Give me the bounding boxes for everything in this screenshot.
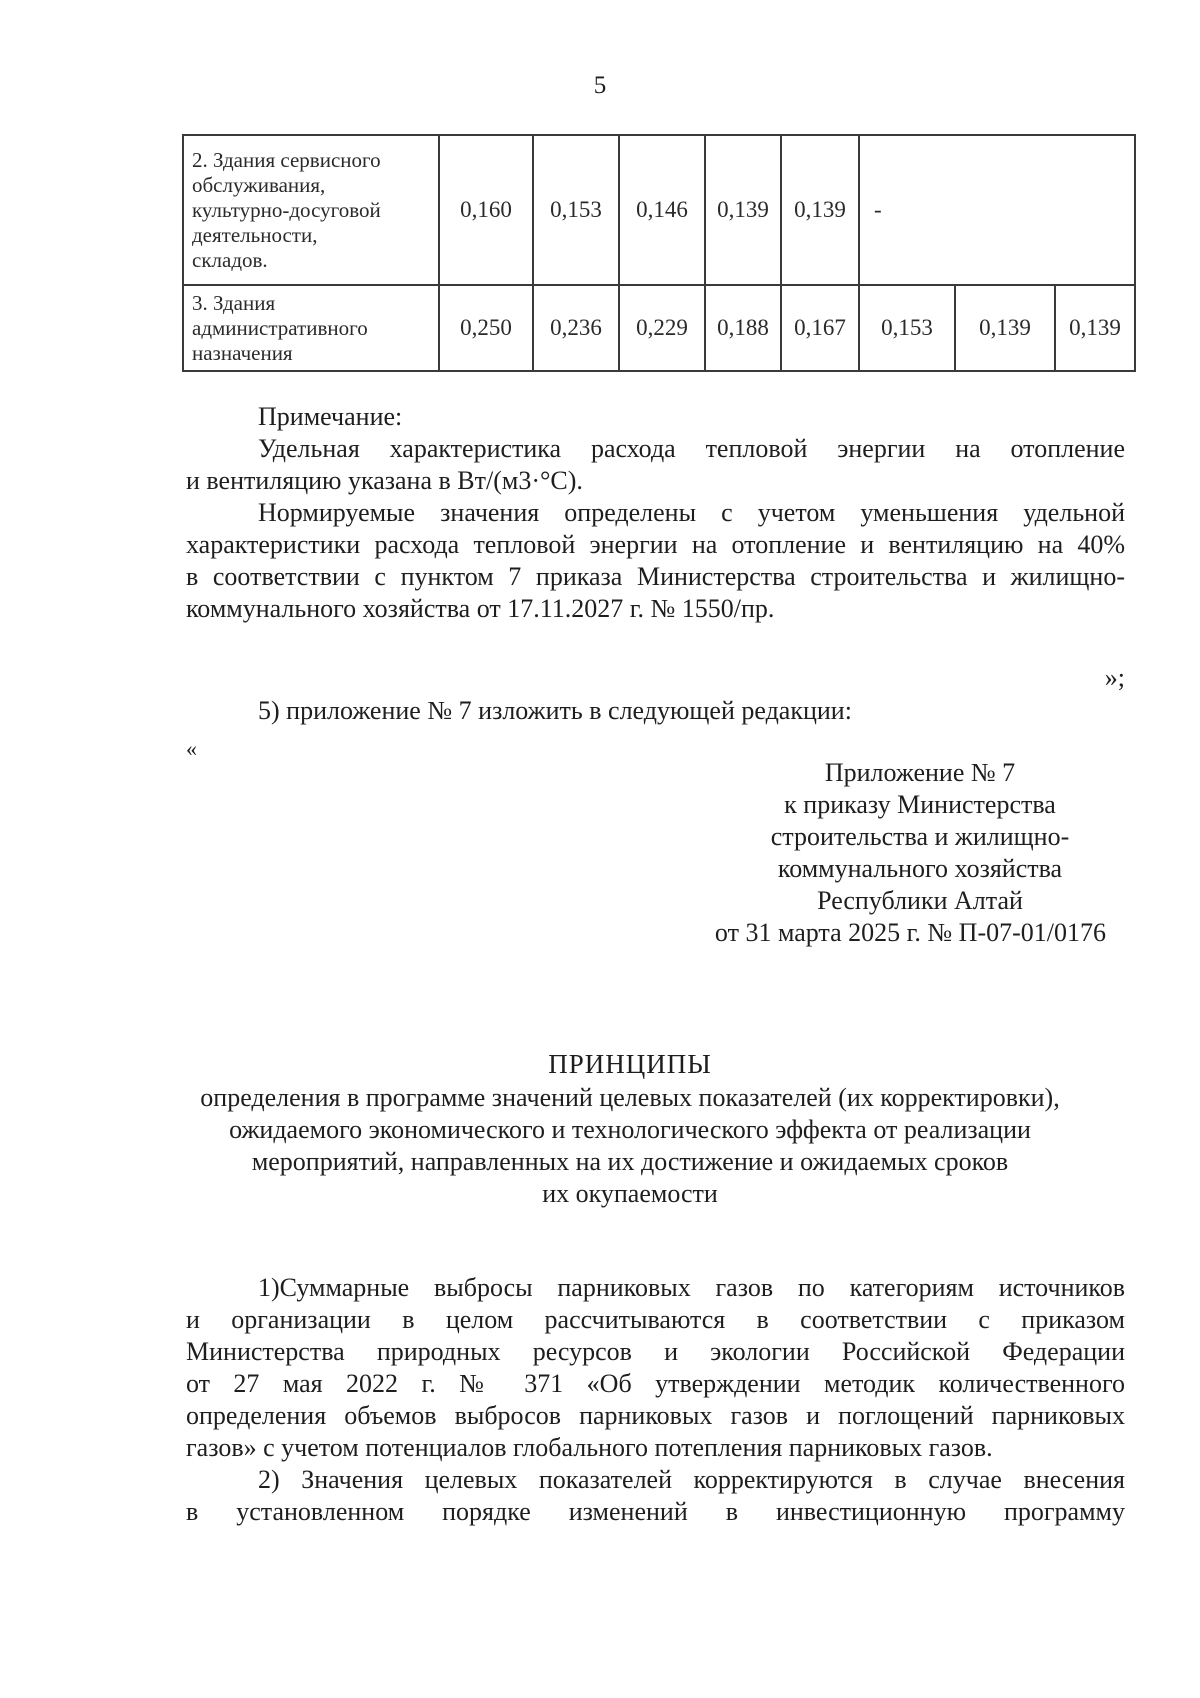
body-line: Министерства природных ресурсов и экологии Российской Федерации [186,1337,1125,1366]
value-cell: 0,153 [859,285,955,371]
note-line: коммунального хозяйства от 17.11.2027 г. № 1550/пр. [186,594,775,623]
value-cell: 0,139 [705,135,781,285]
note-heading: Примечание: [258,402,403,431]
document-title [150,1048,1110,1210]
body-line: 2) Значения целевых показателей корректируются в случае внесения [258,1465,1125,1494]
approval-line: от 31 марта 2025 г. № П-07-01/0176 [714,918,1106,947]
row-name-cell [183,285,439,371]
approval-line: Приложение № 7 [824,758,1016,787]
title-line: ожидаемого экономического и технологического эффекта от реализации [229,1115,1031,1144]
approval-line: коммунального хозяйства [777,854,1063,883]
value-cell: 0,250 [439,285,533,371]
approval-line: строительства и жилищно- [770,822,1070,851]
value-cell: 0,139 [1055,285,1135,371]
title-line: их окупаемости [542,1179,718,1208]
value-cell: 0,146 [619,135,705,285]
body-line: и организации в целом рассчитываются в соответствии с приказом [186,1305,1125,1334]
value-cell: 0,139 [781,135,859,285]
row-name-line: деятельности, [192,222,318,247]
note-line: характеристики расхода тепловой энергии на отопление и вентиляцию на 40% [186,530,1125,559]
table-row [183,285,1135,371]
note-line: в соответствии с пунктом 7 приказа Министерства строительства и жилищно- [186,562,1125,591]
row-name-line: складов. [192,247,268,272]
page-number: 5 [593,72,607,99]
table-row [183,135,1135,285]
value-cell: 0,229 [619,285,705,371]
title-heading: ПРИНЦИПЫ [548,1049,712,1079]
note-line: Удельная характеристика расхода тепловой энергии на отопление [258,434,1125,463]
value-cell: 0,167 [781,285,859,371]
body-line: 1)Суммарные выбросы парниковых газов по категориям источников [258,1273,1125,1302]
note-block [186,401,1125,625]
body-line: газов» с учетом потенциалов глобального потепления парниковых газов. [186,1433,993,1462]
row-name-line: назначения [192,340,293,365]
approval-block [660,757,1180,949]
title-line: определения в программе значений целевых показателей (их корректировки), [200,1083,1060,1112]
merged-dash-cell: - [859,135,1135,285]
body-text [186,1272,1125,1528]
body-line: определения объемов выбросов парниковых газов и поглощений парниковых [186,1401,1125,1430]
row-name-line: обслуживания, [192,172,326,197]
closing-quote: »; [1104,663,1125,692]
title-line: мероприятий, направленных на их достижение и ожидаемых сроков [251,1147,1009,1176]
row-name-line: административного [192,315,368,340]
note-line: Нормируемые значения определены с учетом уменьшения удельной [258,498,1125,527]
approval-line: к приказу Министерства [784,790,1056,819]
body-line: от 27 мая 2022 г. № 371 «Об утверждении методик количественного [186,1369,1125,1398]
row-name-line: культурно-досуговой [192,197,381,222]
row-name-cell [183,135,439,285]
row-name-line: 2. Здания сервисного [192,147,381,172]
approval-line: Республики Алтай [817,886,1023,915]
value-cell: 0,160 [439,135,533,285]
note-line: и вентиляцию указана в Вт/(м3·°С). [186,466,583,495]
row-name-line: 3. Здания [192,290,276,315]
opening-quote: « [186,736,197,761]
value-cell: 0,236 [533,285,619,371]
value-cell: 0,188 [705,285,781,371]
item-5-text: 5) приложение № 7 изложить в следующей редакции: [258,696,852,725]
value-cell: 0,139 [955,285,1055,371]
body-line: в установленном порядке изменений в инвестиционную программу [186,1497,1125,1526]
heat-characteristics-table [182,134,1136,372]
value-cell: 0,153 [533,135,619,285]
